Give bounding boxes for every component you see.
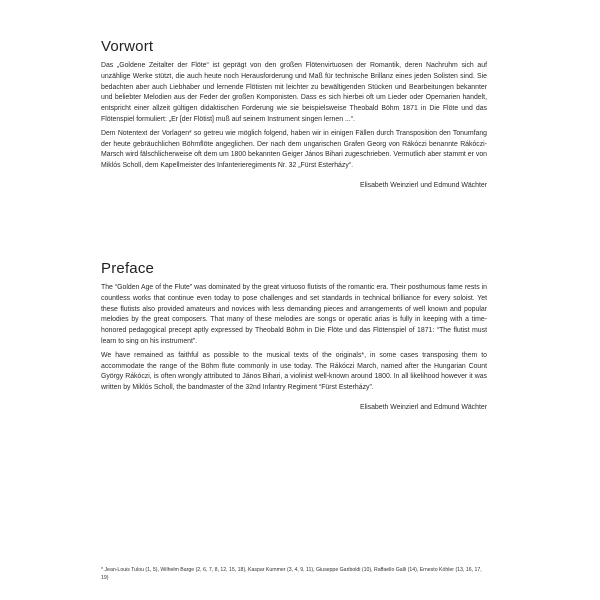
preface-section: [101, 260, 487, 414]
preface-heading: Preface: [101, 260, 155, 277]
vorwort-signature: Elisabeth Weinzierl und Edmund Wächter: [359, 181, 487, 189]
preface-signature: Elisabeth Weinzierl and Edmund Wächter: [359, 403, 487, 411]
vorwort-heading: Vorwort: [101, 38, 154, 55]
vorwort-section: [101, 38, 487, 192]
vorwort-paragraph-2: Dem Notentext der Vorlagen* so getreu wie möglich folgend, haben wir in einigen Fällen durch Transposition den Tonumfang der heute gebräuchlichen Böhmflöte angeglichen. Der nach dem ungarischen Grafen Georg von Rákóczi benannte Rákóczi-Marsch wird fälschlicherweise oft dem um 1800 bekannten Geiger János Bihari zugeschrieben. Vermutlich aber stammt er von Miklós Scholl, dem Kapellmeister des Infanterieregiments Nr. 32 „Fürst Esterházy“.: [101, 129, 487, 170]
footnote: * Jean-Louis Tulou (1, 5), Wilhelm Barge (2, 6, 7, 8, 12, 15, 18), Kaspar Kummer (3, 4, 9, 11), Giuseppe Gariboldi (10), Raffaello Galli (14), Ernesto Köhler (13, 16, 17, 19): [101, 567, 482, 581]
preface-paragraph-1: The “Golden Age of the Flute” was dominated by the great virtuoso flutists of the romantic era. Their posthumous fame rests in countless works that continue even today to pose challenges and set standards in technical brilliance for every soloist. Yet these flutists also provided amateurs and novices with less demanding pieces and arrangements of well known and popular melodies by the great composers. That many of these melodies are songs or operatic arias is fully in keeping with a time-honored pedagogical precept aptly expressed by Theobald Böhm in Die Flöte und das Flötenspiel of 1871: “The flutist must learn to sing on his instrument”.: [101, 284, 487, 345]
preface-paragraph-2: We have remained as faithful as possible to the musical texts of the originals*, in some cases transposing them to accommodate the range of the Böhm flute commonly in use today. The Rákóczi March, named after the Hungarian Count György Rákóczi, is often wrongly attributed to János Bihari, a violinist well-known around 1800. In all likelihood however it was written by Miklós Scholl, the bandmaster of the 32nd Infantry Regiment “Fürst Esterházy”.: [101, 351, 487, 392]
vorwort-paragraph-1: Das „Goldene Zeitalter der Flöte“ ist geprägt von den großen Flötenvirtuosen der Romantik, deren Nachruhm sich auf unzählige Werke stützt, die auch heute noch Herausforderung und Maß für technische Brillanz eines jeden Solisten sind. Sie bedachten aber auch Liebhaber und lernende Flötisten mit leichter zu bewältigenden Stücken und Bearbeitungen bekannter und beliebter Melodien aus der Feder der großen Komponisten. Dass es sich hierbei oft um Lieder oder Opernarien handelt, entspricht einer allzeit gültigen didaktischen Forderung wie sie beispielsweise Theobald Böhm 1871 in Die Flöte und das Flötenspiel formuliert: „Er [der Flötist] muß auf seinem Instrument singen lernen ...“.: [101, 62, 487, 123]
